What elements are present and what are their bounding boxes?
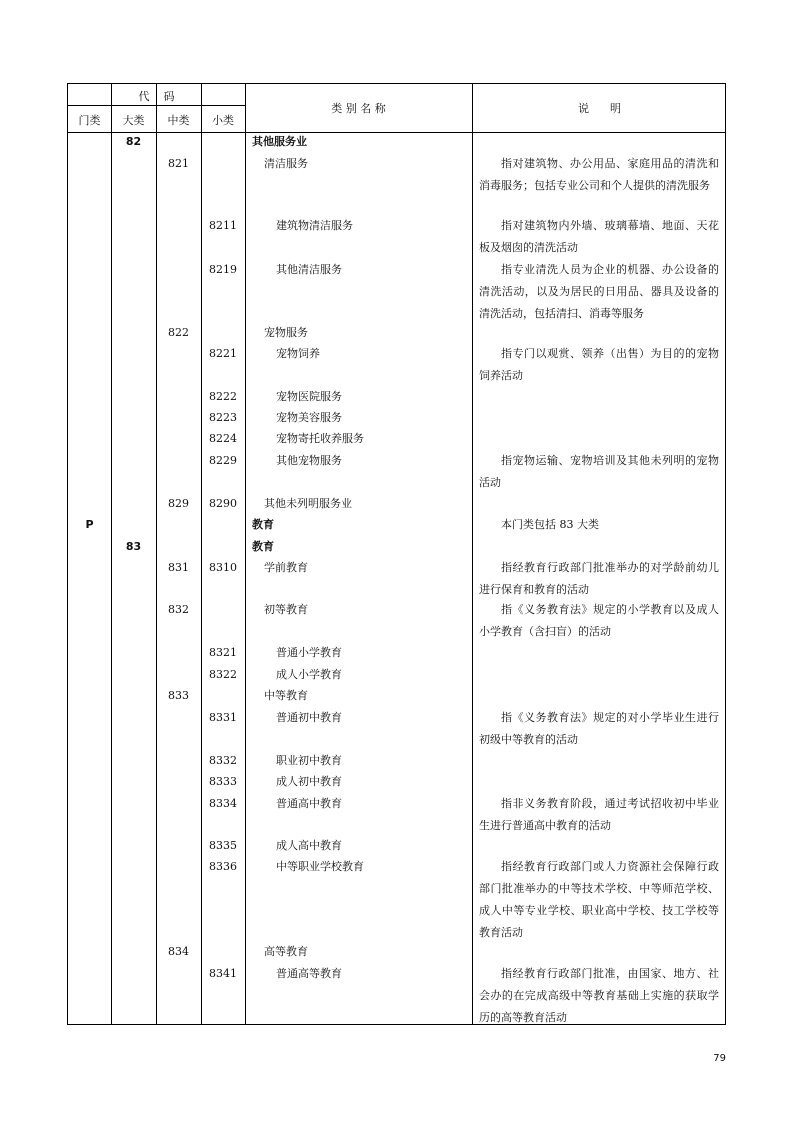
row-name: 学前教育 xyxy=(264,561,308,574)
row-name: 清洁服务 xyxy=(264,157,308,170)
row-xiaolei-code: 8224 xyxy=(209,432,237,445)
row-name: 高等教育 xyxy=(264,945,308,958)
row-xiaolei-code: 8290 xyxy=(209,497,237,510)
row-description: 指《义务教育法》规定的小学教育以及成人小学教育（含扫盲）的活动 xyxy=(479,603,719,638)
row-xiaolei-code: 8335 xyxy=(209,839,237,852)
row-description: 指对建筑物、办公用品、家庭用品的清洗和消毒服务；包括专业公司和个人提供的清洗服务 xyxy=(479,157,719,192)
row-name: 普通小学教育 xyxy=(276,646,342,659)
classification-table xyxy=(67,83,726,1025)
row-xiaolei-code: 8333 xyxy=(209,775,237,788)
header-xiaolei: 小类 xyxy=(212,114,234,127)
row-dalei-code: 82 xyxy=(125,135,142,148)
row-xiaolei-code: 8321 xyxy=(209,646,237,659)
header-zhonglei: 中类 xyxy=(167,114,190,127)
row-xiaolei-code: 8336 xyxy=(209,860,237,873)
row-xiaolei-code: 8229 xyxy=(209,454,237,467)
header-code-label: 代 码 xyxy=(138,90,175,103)
row-xiaolei-code: 8341 xyxy=(209,967,237,980)
row-name: 建筑物清洁服务 xyxy=(276,219,353,232)
row-name: 初等教育 xyxy=(264,603,308,616)
row-xiaolei-code: 8221 xyxy=(209,347,237,360)
row-xiaolei-code: 8219 xyxy=(209,263,237,276)
row-name: 宠物服务 xyxy=(264,326,308,339)
row-xiaolei-code: 8334 xyxy=(209,797,237,810)
row-xiaolei-code: 8331 xyxy=(209,711,237,724)
row-xiaolei-code: 8222 xyxy=(209,390,237,403)
header-bottom-line xyxy=(68,132,725,133)
row-zhonglei-code: 833 xyxy=(168,689,189,702)
row-description: 本门类包括 83 大类 xyxy=(501,518,599,531)
row-name: 中等职业学校教育 xyxy=(276,860,364,873)
col-divider-name xyxy=(472,84,473,1024)
row-zhonglei-code: 834 xyxy=(168,945,189,958)
row-name: 教育 xyxy=(252,518,274,531)
header-mid-line xyxy=(68,105,245,106)
row-description: 指专业清洗人员为企业的机器、办公设备的清洗活动，以及为居民的日用品、器具及设备的清洗活动，包括清扫、消毒等服务 xyxy=(479,263,719,320)
row-zhonglei-code: 832 xyxy=(168,603,189,616)
row-name: 中等教育 xyxy=(264,689,308,702)
row-name: 普通初中教育 xyxy=(276,711,342,724)
row-description: 指专门以观赏、领养（出售）为目的的宠物饲养活动 xyxy=(479,347,719,382)
row-xiaolei-code: 8310 xyxy=(209,561,237,574)
row-description: 指经教育行政部门批准，由国家、地方、社会办的在完成高级中等教育基础上实施的获取学历的高等教育活动 xyxy=(479,967,719,1024)
row-name: 成人初中教育 xyxy=(276,775,342,788)
row-xiaolei-code: 8211 xyxy=(209,219,237,232)
row-zhonglei-code: 821 xyxy=(168,157,189,170)
row-description: 指《义务教育法》规定的对小学毕业生进行初级中等教育的活动 xyxy=(479,711,719,746)
row-name: 其他宠物服务 xyxy=(276,454,342,467)
row-xiaolei-code: 8223 xyxy=(209,411,237,424)
row-xiaolei-code: 8322 xyxy=(209,668,237,681)
page-number: 79 xyxy=(713,1053,726,1064)
row-description: 指宠物运输、宠物培训及其他未列明的宠物活动 xyxy=(479,454,719,489)
row-zhonglei-code: 831 xyxy=(168,561,189,574)
row-name: 职业初中教育 xyxy=(276,754,342,767)
row-name: 宠物医院服务 xyxy=(276,390,342,403)
col-divider-xiaolei xyxy=(245,84,246,1024)
row-name: 普通高中教育 xyxy=(276,797,342,810)
row-name: 其他服务业 xyxy=(252,135,307,148)
row-name: 其他清洁服务 xyxy=(276,263,342,276)
header-desc: 说 明 xyxy=(578,102,621,115)
row-name: 宠物饲养 xyxy=(276,347,320,360)
row-xiaolei-code: 8332 xyxy=(209,754,237,767)
row-name: 教育 xyxy=(252,540,274,553)
row-description: 指对建筑物内外墙、玻璃幕墙、地面、天花板及烟囱的清洗活动 xyxy=(479,219,719,254)
header-name: 类 别 名 称 xyxy=(331,102,386,115)
row-name: 成人高中教育 xyxy=(276,839,342,852)
row-name: 宠物寄托收养服务 xyxy=(276,432,364,445)
row-description: 指经教育行政部门批准举办的对学龄前幼儿进行保育和教育的活动 xyxy=(479,561,719,596)
row-zhonglei-code: 822 xyxy=(168,326,189,339)
row-name: 普通高等教育 xyxy=(276,967,342,980)
row-description: 指经教育行政部门或人力资源社会保障行政部门批准举办的中等技术学校、中等师范学校、成人中等专业学校、职业高中学校、技工学校等教育活动 xyxy=(479,860,719,939)
header-dalei: 大类 xyxy=(122,114,145,127)
row-zhonglei-code: 829 xyxy=(168,497,189,510)
row-dalei-code: 83 xyxy=(125,540,142,553)
col-divider-dalei xyxy=(156,84,157,1024)
row-description: 指非义务教育阶段，通过考试招收初中毕业生进行普通高中教育的活动 xyxy=(479,797,719,832)
header-menlei: 门类 xyxy=(78,114,101,127)
row-menlei-code: P xyxy=(85,518,94,531)
row-name: 其他未列明服务业 xyxy=(264,497,352,510)
row-name: 宠物美容服务 xyxy=(276,411,342,424)
row-name: 成人小学教育 xyxy=(276,668,342,681)
